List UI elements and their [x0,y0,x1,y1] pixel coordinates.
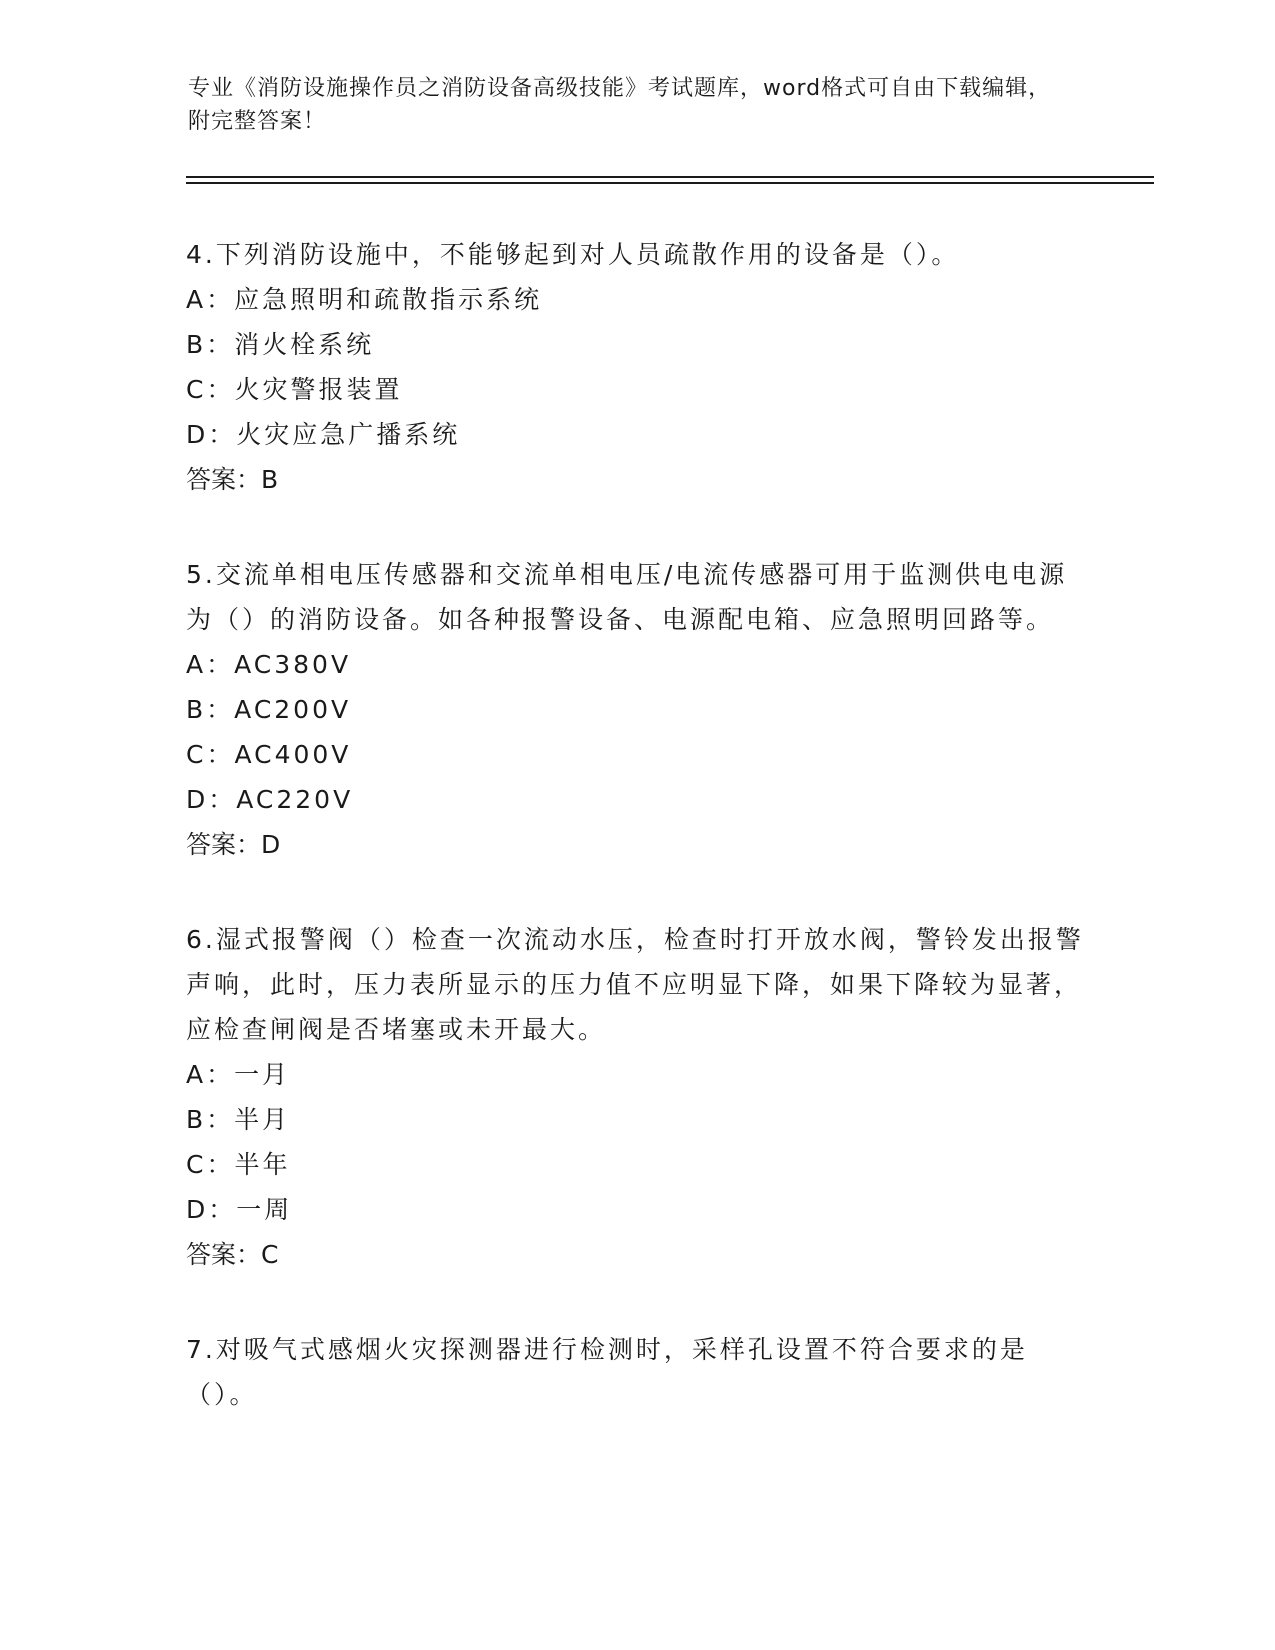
answer: 答案：B [186,465,279,494]
option-b: B：消火栓系统 [186,330,375,359]
question-6 [186,917,1086,1277]
option-d: D：一周 [186,1195,293,1224]
question-4 [186,232,1086,502]
header-divider-top [186,176,1154,178]
question-text: 7.对吸气式感烟火灾探测器进行检测时，采样孔设置不符合要求的是（）。 [186,1335,1028,1409]
option-c: C：火灾警报装置 [186,375,403,404]
option-d: D：AC220V [186,785,354,814]
question-text: 5.交流单相电压传感器和交流单相电压/电流传感器可用于监测供电电源为（）的消防设备。如各种报警设备、电源配电箱、应急照明回路等。 [186,560,1068,634]
option-d: D：火灾应急广播系统 [186,420,461,449]
answer: 答案：C [186,1240,279,1269]
option-a: A：应急照明和疏散指示系统 [186,285,543,314]
question-5 [186,552,1086,867]
header-divider-bottom [186,182,1154,184]
question-7 [186,1327,1086,1417]
option-a: A：一月 [186,1060,291,1089]
question-text: 6.湿式报警阀（）检查一次流动水压，检查时打开放水阀，警铃发出报警声响，此时，压力表所显示的压力值不应明显下降，如果下降较为显著，应检查闸阀是否堵塞或未开最大。 [186,925,1084,1044]
option-c: C：半年 [186,1150,291,1179]
question-text: 4.下列消防设施中，不能够起到对人员疏散作用的设备是（）。 [186,240,960,269]
option-b: B：半月 [186,1105,291,1134]
answer: 答案：D [186,830,281,859]
question-list [186,232,1086,1467]
document-header: 专业《消防设施操作员之消防设备高级技能》考试题库，word格式可自由下载编辑，附完整答案！ [188,76,1052,134]
option-c: C：AC400V [186,740,352,769]
option-a: A：AC380V [186,650,352,679]
option-b: B：AC200V [186,695,352,724]
